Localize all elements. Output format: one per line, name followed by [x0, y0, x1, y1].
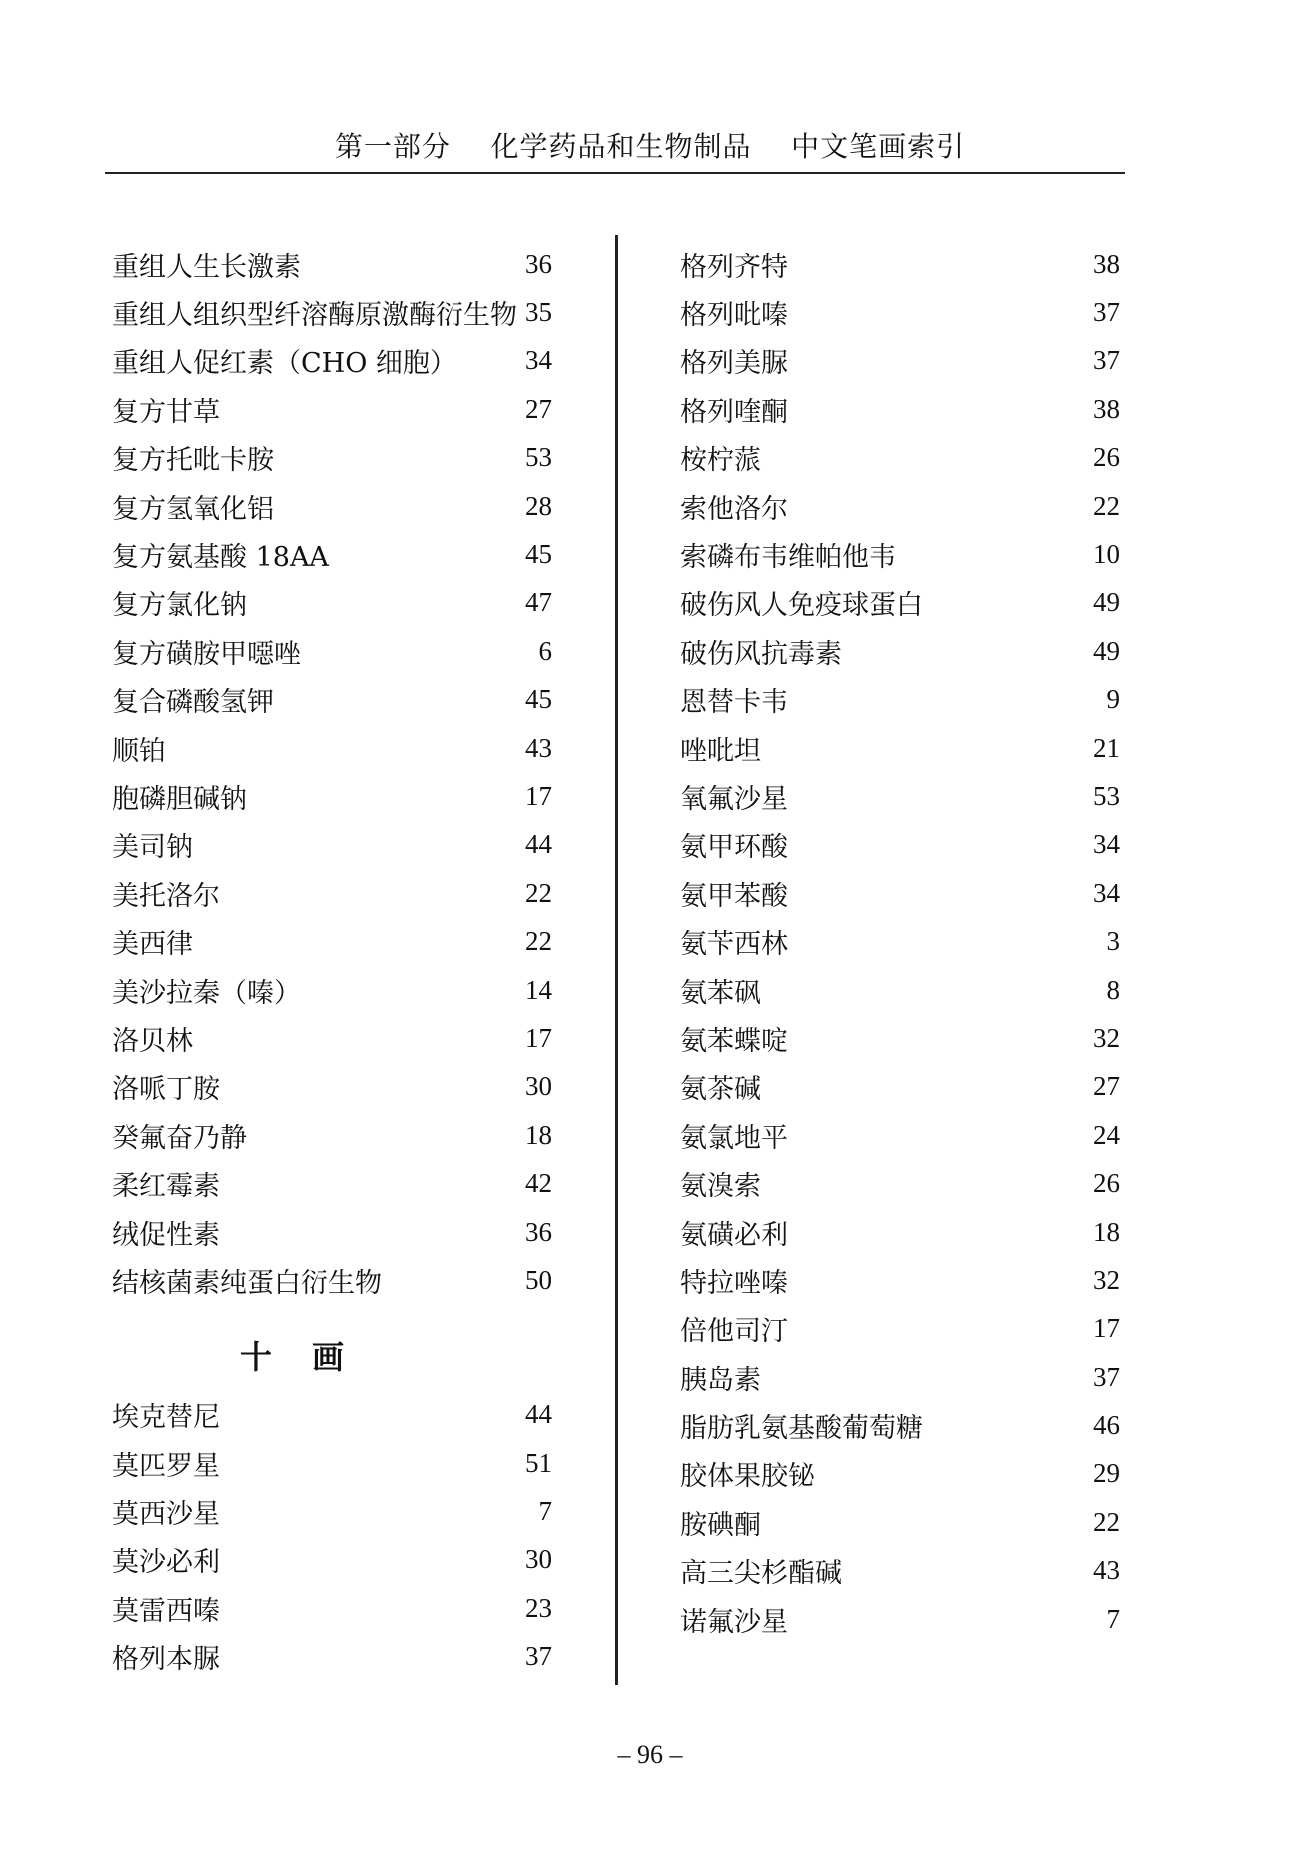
entry-name: 复方托吡卡胺 [112, 445, 274, 477]
index-entry [680, 337, 1120, 385]
entry-name: 癸氟奋乃静 [112, 1122, 247, 1154]
entry-page: 18 [1093, 1216, 1120, 1247]
entry-name: 莫雷西嗪 [112, 1595, 220, 1627]
entry-page: 8 [1106, 974, 1120, 1005]
index-entry [680, 1063, 1120, 1111]
entry-page: 22 [1093, 1506, 1120, 1537]
entry-page: 34 [1093, 877, 1120, 908]
entry-page: 49 [1093, 587, 1120, 618]
entry-page: 30 [525, 1544, 552, 1575]
entry-name: 破伤风人免疫球蛋白 [680, 590, 923, 622]
index-entry [680, 385, 1120, 433]
index-entry [680, 869, 1120, 917]
entry-name: 复方氨基酸 18AA [112, 542, 329, 574]
index-entry [112, 821, 552, 869]
entry-page: 47 [525, 587, 552, 618]
index-entry [112, 627, 552, 675]
index-entry [112, 1439, 552, 1487]
index-entry [112, 966, 552, 1014]
index-entry [680, 966, 1120, 1014]
entry-name: 倍他司汀 [680, 1316, 788, 1348]
entry-name: 美西律 [112, 929, 193, 961]
entry-name: 索他洛尔 [680, 493, 788, 525]
index-entry [680, 1208, 1120, 1256]
right-column [680, 240, 1120, 1643]
entry-name: 美司钠 [112, 832, 193, 864]
entry-page: 45 [525, 684, 552, 715]
entry-name: 诺氟沙星 [680, 1606, 788, 1638]
entry-name: 破伤风抗毒素 [680, 638, 842, 670]
stroke-section-heading: 十画 [239, 1337, 384, 1376]
header-category: 化学药品和生物制品 [490, 130, 752, 163]
index-entry [112, 1487, 552, 1535]
entry-name: 氧氟沙星 [680, 783, 788, 815]
header-rule [105, 172, 1125, 174]
entry-page: 26 [1093, 1168, 1120, 1199]
entry-name: 复合磷酸氢钾 [112, 687, 274, 719]
index-entry [680, 1595, 1120, 1643]
entry-page: 17 [1093, 1313, 1120, 1344]
index-entry [680, 482, 1120, 530]
entry-name: 重组人促红素（CHO 细胞） [112, 348, 457, 380]
entry-name: 莫西沙星 [112, 1499, 220, 1531]
index-entry [112, 676, 552, 724]
entry-page: 38 [1093, 393, 1120, 424]
index-entry [680, 1498, 1120, 1546]
left-column [112, 240, 552, 1681]
index-entry [112, 1633, 552, 1681]
index-entry [680, 1353, 1120, 1401]
entry-page: 35 [525, 297, 552, 328]
entry-name: 氨甲环酸 [680, 832, 788, 864]
entry-page: 7 [1106, 1603, 1120, 1634]
index-entry [680, 240, 1120, 288]
entry-page: 46 [1093, 1410, 1120, 1441]
entry-page: 3 [1106, 926, 1120, 957]
index-entry [112, 1391, 552, 1439]
entry-page: 44 [525, 829, 552, 860]
entry-name: 胺碘酮 [680, 1509, 761, 1541]
entry-page: 10 [1093, 539, 1120, 570]
index-entry [680, 724, 1120, 772]
entry-name: 重组人生长激素 [112, 251, 301, 283]
entry-page: 22 [525, 926, 552, 957]
entry-name: 氨苯砜 [680, 977, 761, 1009]
index-entry [112, 1536, 552, 1584]
index-entry [680, 1450, 1120, 1498]
entry-page: 17 [525, 780, 552, 811]
index-entry [112, 724, 552, 772]
entry-page: 37 [1093, 1361, 1120, 1392]
entry-page: 7 [538, 1496, 552, 1527]
entry-name: 结核菌素纯蛋白衍生物 [112, 1267, 382, 1299]
entry-name: 绒促性素 [112, 1219, 220, 1251]
index-entry [112, 288, 552, 336]
entry-page: 32 [1093, 1264, 1120, 1295]
index-entry [680, 1159, 1120, 1207]
entry-page: 44 [525, 1399, 552, 1430]
index-entry [112, 1014, 552, 1062]
entry-name: 埃克替尼 [112, 1402, 220, 1434]
entry-name: 脂肪乳氨基酸葡萄糖 [680, 1413, 923, 1445]
entry-page: 18 [525, 1119, 552, 1150]
entry-page: 24 [1093, 1119, 1120, 1150]
entry-name: 格列齐特 [680, 251, 788, 283]
index-entry [112, 1063, 552, 1111]
entry-page: 37 [1093, 345, 1120, 376]
index-entry [680, 1256, 1120, 1304]
index-entry [112, 579, 552, 627]
entry-name: 索磷布韦维帕他韦 [680, 542, 896, 574]
index-entry [112, 434, 552, 482]
entry-page: 9 [1106, 684, 1120, 715]
index-entry [680, 627, 1120, 675]
index-entry [112, 1208, 552, 1256]
entry-name: 高三尖杉酯碱 [680, 1558, 842, 1590]
entry-page: 51 [525, 1447, 552, 1478]
index-entry [680, 676, 1120, 724]
entry-page: 14 [525, 974, 552, 1005]
entry-page: 27 [525, 393, 552, 424]
entry-page: 23 [525, 1592, 552, 1623]
entry-page: 45 [525, 539, 552, 570]
index-entry [112, 1256, 552, 1304]
index-entry [680, 917, 1120, 965]
entry-name: 氨氯地平 [680, 1122, 788, 1154]
entry-name: 胞磷胆碱钠 [112, 783, 247, 815]
entry-name: 洛哌丁胺 [112, 1074, 220, 1106]
index-entry [112, 385, 552, 433]
page-number: – 96 – [617, 1740, 683, 1769]
entry-name: 格列本脲 [112, 1644, 220, 1676]
index-entry [680, 772, 1120, 820]
entry-name: 美托洛尔 [112, 880, 220, 912]
entry-name: 恩替卡韦 [680, 687, 788, 719]
index-entry [112, 1159, 552, 1207]
header-index-type: 中文笔画索引 [791, 130, 966, 163]
entry-page: 43 [1093, 1555, 1120, 1586]
index-entry [112, 869, 552, 917]
index-entry [680, 1401, 1120, 1449]
entry-page: 36 [525, 1216, 552, 1247]
entry-name: 格列美脲 [680, 348, 788, 380]
entry-page: 34 [1093, 829, 1120, 860]
index-entry [112, 917, 552, 965]
entry-name: 复方氯化钠 [112, 590, 247, 622]
entry-page: 22 [525, 877, 552, 908]
index-entry [680, 579, 1120, 627]
entry-page: 26 [1093, 442, 1120, 473]
entry-name: 氨苄西林 [680, 929, 788, 961]
entry-page: 29 [1093, 1458, 1120, 1489]
index-entry [112, 1111, 552, 1159]
entry-page: 28 [525, 490, 552, 521]
index-entry [680, 1111, 1120, 1159]
index-entry [112, 772, 552, 820]
index-entry [680, 1014, 1120, 1062]
entry-name: 莫沙必利 [112, 1547, 220, 1579]
entry-name: 美沙拉秦（嗪） [112, 977, 301, 1009]
index-entry [112, 337, 552, 385]
entry-name: 顺铂 [112, 735, 166, 767]
entry-name: 重组人组织型纤溶酶原激酶衍生物 [112, 300, 517, 332]
entry-page: 32 [1093, 1022, 1120, 1053]
index-entry [680, 821, 1120, 869]
page-header [0, 125, 1300, 165]
entry-page: 6 [538, 635, 552, 666]
entry-name: 桉柠蒎 [680, 445, 761, 477]
entry-name: 洛贝林 [112, 1025, 193, 1057]
index-entry [112, 240, 552, 288]
entry-page: 38 [1093, 248, 1120, 279]
entry-page: 22 [1093, 490, 1120, 521]
entry-name: 唑吡坦 [680, 735, 761, 767]
index-entry [680, 1305, 1120, 1353]
index-entry [680, 530, 1120, 578]
entry-name: 柔红霉素 [112, 1171, 220, 1203]
entry-name: 胶体果胶铋 [680, 1461, 815, 1493]
entry-name: 复方磺胺甲噁唑 [112, 638, 301, 670]
entry-page: 36 [525, 248, 552, 279]
entry-name: 氨磺必利 [680, 1219, 788, 1251]
entry-page: 30 [525, 1071, 552, 1102]
entry-page: 53 [525, 442, 552, 473]
entry-name: 莫匹罗星 [112, 1450, 220, 1482]
entry-name: 复方氢氧化铝 [112, 493, 274, 525]
entry-page: 37 [525, 1641, 552, 1672]
entry-page: 43 [525, 732, 552, 763]
entry-name: 氨茶碱 [680, 1074, 761, 1106]
entry-page: 37 [1093, 297, 1120, 328]
entry-page: 17 [525, 1022, 552, 1053]
index-entry [112, 1584, 552, 1632]
entry-name: 胰岛素 [680, 1364, 761, 1396]
entry-name: 特拉唑嗪 [680, 1267, 788, 1299]
index-entry [680, 1547, 1120, 1595]
entry-name: 复方甘草 [112, 396, 220, 428]
entry-page: 42 [525, 1168, 552, 1199]
index-entry [112, 530, 552, 578]
entry-name: 格列吡嗪 [680, 300, 788, 332]
entry-page: 49 [1093, 635, 1120, 666]
column-divider [615, 235, 618, 1685]
entry-page: 21 [1093, 732, 1120, 763]
index-entry [680, 288, 1120, 336]
entry-name: 氨甲苯酸 [680, 880, 788, 912]
entry-page: 27 [1093, 1071, 1120, 1102]
entry-page: 34 [525, 345, 552, 376]
header-part: 第一部分 [334, 130, 451, 163]
entry-name: 氨溴索 [680, 1171, 761, 1203]
entry-page: 53 [1093, 780, 1120, 811]
entry-page: 50 [525, 1264, 552, 1295]
entry-name: 格列喹酮 [680, 396, 788, 428]
index-entry [112, 482, 552, 530]
index-entry [680, 434, 1120, 482]
entry-name: 氨苯蝶啶 [680, 1025, 788, 1057]
